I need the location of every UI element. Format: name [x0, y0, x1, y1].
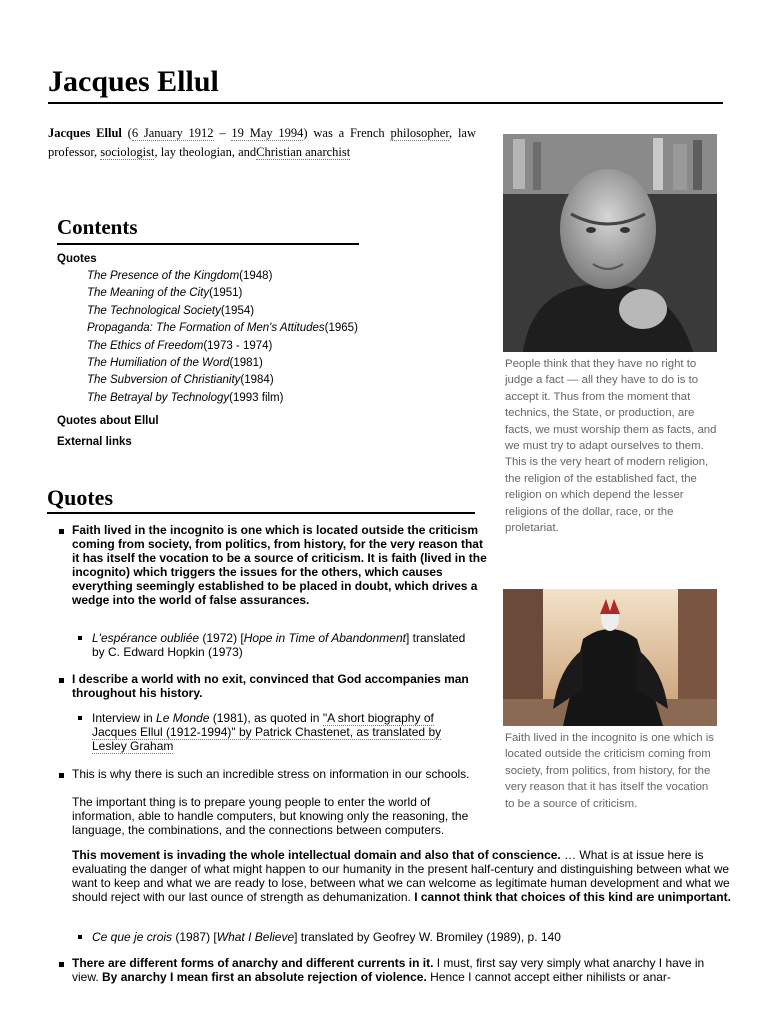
lead-text: , lay theologian, and — [154, 145, 257, 159]
toc-item-year: (1951) — [209, 287, 243, 300]
contents-rule — [57, 243, 359, 245]
toc-item[interactable] — [57, 338, 359, 355]
subject-name: Jacques Ellul — [48, 126, 122, 140]
source-title: Le Monde — [156, 711, 210, 725]
source-text: ] translated by C. Edward Hopkin (1973) — [92, 631, 466, 659]
toc-item-title: The Technological Society — [87, 304, 221, 317]
date-dash: – — [213, 126, 232, 140]
quote-3-source — [92, 930, 592, 944]
toc-item-year: (1984) — [240, 374, 274, 387]
bullet — [59, 773, 64, 778]
quote-1-text: Faith lived in the incognito is one which is located outside the criticism coming from society, from politics, from history, for the very reason that it has itself the vocation to be a source of criticism. It is faith (lived in the incognito) which triggers the issues for the others, which causes everything seemingly established to be placed in doubt, which drives a wedge into the world of false assurances. — [72, 523, 487, 607]
toc-item[interactable] — [57, 355, 359, 372]
source-text: (1981), as quoted in — [209, 711, 323, 725]
toc-item-title: The Subversion of Christianity — [87, 374, 241, 387]
toc-item-title: The Ethics of Freedom — [87, 339, 204, 352]
source-text: (1972) [ — [199, 631, 244, 645]
toc-item[interactable] — [57, 372, 359, 389]
christian-anarchist-link[interactable]: Christian anarchist — [256, 145, 351, 159]
source-title: Hope in Time of Abandonment — [243, 631, 406, 645]
quote-3-part-1: This is why there is such an incredible stress on information in our schools. — [72, 767, 470, 781]
birth-date-link[interactable]: 6 January 1912 — [131, 126, 214, 140]
quote-2-source — [92, 711, 476, 753]
quotes-heading: Quotes — [47, 485, 113, 510]
bullet — [59, 529, 64, 534]
portrait-caption: People think that they have no right to judge a fact — all they have to do is to accept it. Thus from the moment that technics, the State, or production, are facts, we must worship them as facts, and we must try to adapt ourselves to them. This is the very heart of modern religion, the religion of the established fact, the religion on which depend the lesser religions of the dollar, race, or the proletariat. — [505, 358, 717, 535]
toc-item[interactable] — [57, 320, 359, 337]
lead-text: , law professor, — [48, 126, 476, 159]
contents-heading: Contents — [57, 215, 138, 239]
table-of-contents — [57, 214, 359, 451]
quote-4-bold: By anarchy I mean first an absolute rejection of violence. — [102, 969, 427, 984]
toc-item-year: (1965) — [324, 322, 358, 335]
philosopher-link[interactable]: philosopher — [390, 126, 450, 140]
quote-4-body: I must, first say very simply what anarchy I have in view. — [72, 956, 705, 984]
source-text: ] translated by Geofrey W. Bromiley (1989), p. 140 — [294, 930, 561, 944]
source-title: L'espérance oubliée — [92, 631, 200, 645]
sociologist-link[interactable]: sociologist — [100, 145, 155, 159]
toc-item-title: The Humiliation of the Word — [87, 357, 230, 370]
page-title: Jacques Ellul — [48, 65, 219, 98]
sub-bullet — [78, 935, 82, 939]
quote-2-text: I describe a world with no exit, convinced that God accompanies man throughout his history. — [72, 672, 469, 700]
lead-text: ) was a French — [303, 126, 391, 140]
quote-4-body: Hence I cannot accept either nihilists or anar- — [426, 969, 671, 984]
toc-item-quotes[interactable]: Quotes — [57, 253, 97, 265]
bullet — [59, 678, 64, 683]
quotes-rule — [47, 512, 475, 514]
quote-3-body: … What is at issue here is evaluating the danger of what might happen to our humanity in the present half-century and distinguishing between what we want to keep and what we are ready to lose, between what we can welcome as legitimate human development and what we should reject with our last ounce of strength as dehumanization. — [72, 848, 730, 904]
toc-item-title: Propaganda: The Formation of Men's Attitudes — [87, 322, 325, 335]
incognito-figure-photo — [503, 589, 717, 726]
source-text: Interview in — [92, 711, 157, 725]
biography-link[interactable]: "A short biography of Jacques Ellul (1912-1994)" by Patrick Chastenet, as translated by Lesley Graham — [92, 711, 442, 753]
title-rule — [48, 102, 723, 104]
quote-4-bold: There are different forms of anarchy and different currents in it. — [72, 956, 434, 970]
death-date-link[interactable]: 19 May 1994 — [231, 126, 304, 140]
quote-4-text — [72, 957, 734, 985]
toc-item[interactable] — [57, 268, 359, 285]
toc-item-quotes-about[interactable]: Quotes about Ellul — [57, 415, 159, 428]
lead-paragraph: Jacques Ellul (6 January 1912 – 19 May 1994) was a French philosopher, law professor, sociologist, lay theologian, andChristian anarchist — [48, 126, 476, 159]
source-text: (1987) [ — [172, 930, 217, 944]
toc-item-title: The Betrayal by Technology — [87, 391, 230, 404]
quote-3-part-3 — [72, 849, 734, 905]
portrait-photo — [503, 134, 717, 352]
toc-item[interactable] — [57, 390, 359, 407]
sub-bullet — [78, 716, 82, 720]
quote-3-bold-end: I cannot think that choices of this kind are unimportant. — [410, 889, 731, 904]
toc-item-external-links[interactable]: External links — [57, 436, 132, 449]
quote-3-bold: This movement is invading the whole intellectual domain and also that of conscience. — [72, 848, 561, 862]
quote-1-source — [92, 631, 476, 659]
toc-item[interactable] — [57, 303, 359, 320]
bullet — [59, 962, 64, 967]
toc-item-year: (1973 - 1974) — [203, 339, 273, 352]
toc-item-year: (1948) — [239, 270, 273, 282]
quote-3-part-2: The important thing is to prepare young people to enter the world of information, able to handle computers, but knowing only the reasoning, the language, the combinations, and the connections between computers. — [72, 795, 469, 837]
source-title: Ce que je crois — [92, 930, 173, 944]
incognito-caption: Faith lived in the incognito is one which is located outside the criticism coming from society, from politics, from history, for the very reason that it has itself the vocation to be a source of criticism. — [505, 732, 714, 810]
sub-bullet — [78, 636, 82, 640]
toc-item-year: (1954) — [220, 304, 255, 317]
toc-item[interactable] — [57, 285, 359, 302]
toc-item-year: (1993 film) — [229, 391, 284, 404]
toc-item-year: (1981) — [229, 357, 263, 370]
toc-item-title: The Meaning of the City — [87, 287, 210, 300]
toc-item-title: The Presence of the Kingdom — [87, 270, 240, 282]
source-title: What I Believe — [216, 930, 295, 944]
